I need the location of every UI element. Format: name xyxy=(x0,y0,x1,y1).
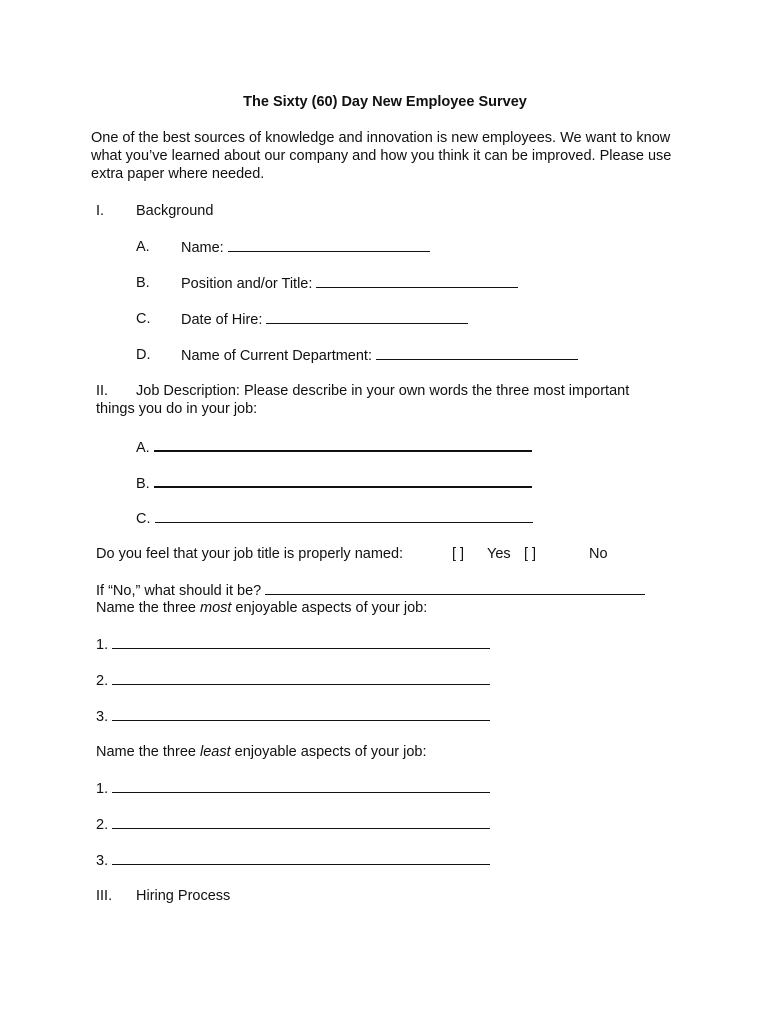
most-item-1[interactable] xyxy=(96,635,490,654)
job-item-a-blank[interactable] xyxy=(154,437,532,452)
most-item-3[interactable] xyxy=(96,707,490,726)
least-enjoyable-heading xyxy=(96,743,427,761)
least-item-1-number: 1. xyxy=(96,781,109,797)
most-item-2-blank[interactable] xyxy=(112,671,490,685)
least-item-3-blank[interactable] xyxy=(112,851,490,865)
intro-paragraph: One of the best sources of knowledge and innovation is new employees. We want to know what you’ve learned about our company and how you think it can be improved. Please use extra paper where needed. xyxy=(91,130,672,182)
most-suffix: enjoyable aspects of your job: xyxy=(231,600,428,616)
most-item-1-blank[interactable] xyxy=(112,635,490,649)
least-item-2-number: 2. xyxy=(96,817,109,833)
least-item-2[interactable] xyxy=(96,815,490,834)
job-item-b[interactable] xyxy=(136,473,532,493)
least-suffix: enjoyable aspects of your job: xyxy=(230,744,427,760)
field-name-letter: A. xyxy=(136,239,150,255)
least-emph: least xyxy=(199,744,231,760)
most-item-3-number: 3. xyxy=(96,709,109,725)
least-item-1[interactable] xyxy=(96,779,490,798)
job-item-a-letter: A. xyxy=(136,440,150,456)
field-date-letter: C. xyxy=(136,311,151,327)
job-item-c[interactable] xyxy=(136,509,533,528)
no-label: No xyxy=(589,546,608,562)
field-name-label: Name: xyxy=(181,240,224,256)
least-item-2-blank[interactable] xyxy=(112,815,490,829)
most-item-2-number: 2. xyxy=(96,673,109,689)
name-blank[interactable] xyxy=(228,238,430,252)
if-no-blank[interactable] xyxy=(265,581,645,595)
section-1-label: Background xyxy=(136,203,214,219)
section-2-label-line1: Job Description: Please describe in your own words the three most important xyxy=(136,383,630,399)
least-item-3[interactable] xyxy=(96,851,490,870)
section-2-label-line2: things you do in your job: xyxy=(96,401,258,417)
field-date-of-hire[interactable] xyxy=(181,310,468,329)
section-2-numeral: II. xyxy=(96,383,109,399)
date-blank[interactable] xyxy=(266,310,468,324)
field-name[interactable] xyxy=(181,238,430,257)
most-item-1-number: 1. xyxy=(96,637,109,653)
section-3-numeral: III. xyxy=(96,888,113,904)
field-position[interactable] xyxy=(181,274,518,293)
job-item-c-letter: C. xyxy=(136,511,151,527)
job-item-b-letter: B. xyxy=(136,476,150,492)
most-item-3-blank[interactable] xyxy=(112,707,490,721)
field-position-letter: B. xyxy=(136,275,150,291)
least-item-1-blank[interactable] xyxy=(112,779,490,793)
field-department[interactable] xyxy=(181,346,578,365)
page-title: The Sixty (60) Day New Employee Survey xyxy=(243,94,527,110)
most-enjoyable-heading xyxy=(96,599,427,617)
yes-checkbox[interactable]: [ ] xyxy=(452,546,465,562)
least-prefix: Name the three xyxy=(96,744,200,760)
most-prefix: Name the three xyxy=(96,600,200,616)
field-date-label: Date of Hire: xyxy=(181,312,263,328)
title-question: Do you feel that your job title is properly named: xyxy=(96,546,404,562)
yes-label: Yes xyxy=(487,546,511,562)
no-checkbox[interactable]: [ ] xyxy=(524,546,537,562)
most-emph: most xyxy=(199,600,232,616)
least-item-3-number: 3. xyxy=(96,853,109,869)
position-blank[interactable] xyxy=(316,274,518,288)
field-department-label: Name of Current Department: xyxy=(181,348,372,364)
if-no-label: If “No,” what should it be? xyxy=(96,583,262,599)
job-item-c-blank[interactable] xyxy=(155,509,533,523)
if-no-field[interactable] xyxy=(96,581,645,600)
most-item-2[interactable] xyxy=(96,671,490,690)
section-1-numeral: I. xyxy=(96,203,105,219)
field-department-letter: D. xyxy=(136,347,151,363)
job-item-a[interactable] xyxy=(136,437,532,457)
section-3-label: Hiring Process xyxy=(136,888,231,904)
job-item-b-blank[interactable] xyxy=(154,473,532,488)
field-position-label: Position and/or Title: xyxy=(181,276,313,292)
department-blank[interactable] xyxy=(376,346,578,360)
